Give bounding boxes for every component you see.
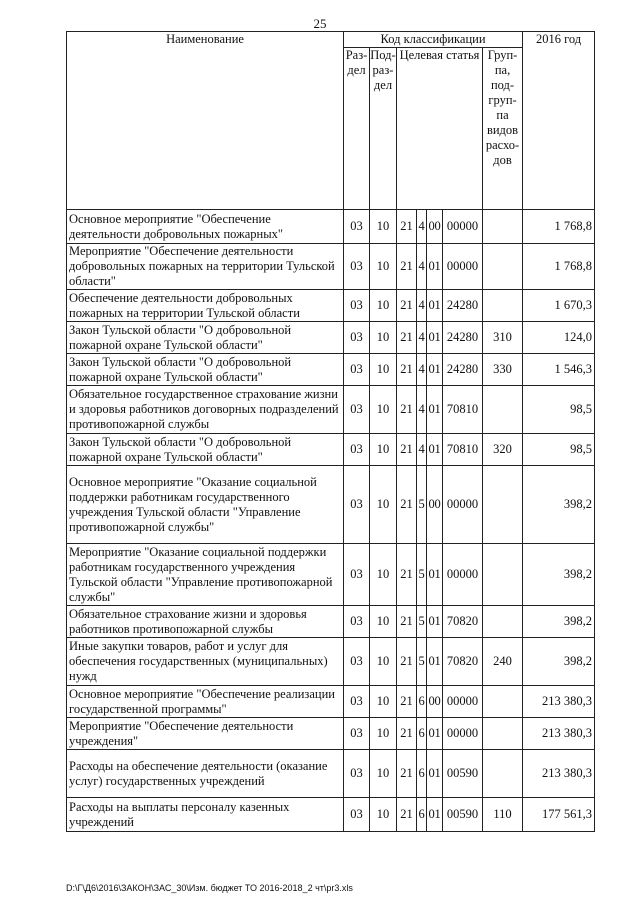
row-section: 03 [344,606,370,638]
row-direction: 70810 [443,386,483,434]
row-name: Иные закупки товаров, работ и услуг для обеспечения государственных (муниципальных) нужд [67,638,344,686]
table-row [67,466,595,544]
row-program: 21 [397,244,417,290]
row-subsection: 10 [370,290,397,322]
row-direction: 00590 [443,798,483,832]
table-row [67,322,595,354]
row-direction: 00000 [443,466,483,544]
row-expense-group [483,244,523,290]
row-subprogram: 6 [417,750,427,798]
header-classification: Код классификации [344,32,523,48]
row-subsection: 10 [370,434,397,466]
row-name: Основное мероприятие "Обеспечение реализации государственной программы" [67,686,344,718]
row-event: 00 [427,466,443,544]
table-row [67,386,595,434]
row-subprogram: 5 [417,606,427,638]
row-event: 01 [427,606,443,638]
row-expense-group [483,686,523,718]
row-subsection: 10 [370,718,397,750]
row-section: 03 [344,798,370,832]
row-event: 00 [427,686,443,718]
row-subsection: 10 [370,322,397,354]
row-section: 03 [344,244,370,290]
row-direction: 70810 [443,434,483,466]
row-program: 21 [397,718,417,750]
row-program: 21 [397,544,417,606]
row-expense-group [483,718,523,750]
row-amount: 1 670,3 [523,290,595,322]
row-event: 01 [427,290,443,322]
row-section: 03 [344,544,370,606]
row-event: 01 [427,750,443,798]
row-section: 03 [344,686,370,718]
row-name: Мероприятие "Обеспечение деятельности добровольных пожарных на территории Тульской области" [67,244,344,290]
row-subprogram: 6 [417,798,427,832]
row-subsection: 10 [370,606,397,638]
row-expense-group: 310 [483,322,523,354]
row-direction: 00590 [443,750,483,798]
row-expense-group [483,750,523,798]
row-subprogram: 5 [417,638,427,686]
row-direction: 00000 [443,244,483,290]
table-row [67,686,595,718]
row-subsection: 10 [370,638,397,686]
row-subsection: 10 [370,386,397,434]
row-name: Обеспечение деятельности добровольных пожарных на территории Тульской области [67,290,344,322]
row-event: 01 [427,798,443,832]
row-subprogram: 4 [417,322,427,354]
row-amount: 213 380,3 [523,686,595,718]
row-direction: 24280 [443,290,483,322]
row-direction: 00000 [443,686,483,718]
row-event: 01 [427,638,443,686]
row-program: 21 [397,386,417,434]
row-section: 03 [344,210,370,244]
row-amount: 1 768,8 [523,244,595,290]
row-program: 21 [397,606,417,638]
table-row [67,750,595,798]
row-program: 21 [397,210,417,244]
row-amount: 98,5 [523,434,595,466]
row-amount: 98,5 [523,386,595,434]
row-amount: 398,2 [523,544,595,606]
row-expense-group [483,544,523,606]
row-amount: 1 546,3 [523,354,595,386]
row-expense-group: 330 [483,354,523,386]
row-subsection: 10 [370,244,397,290]
row-expense-group: 320 [483,434,523,466]
row-expense-group: 110 [483,798,523,832]
row-amount: 177 561,3 [523,798,595,832]
row-subprogram: 4 [417,210,427,244]
row-subsection: 10 [370,544,397,606]
row-name: Обязательное страхование жизни и здоровья работников противопожарной службы [67,606,344,638]
row-amount: 124,0 [523,322,595,354]
row-subprogram: 4 [417,354,427,386]
row-program: 21 [397,466,417,544]
row-name: Основное мероприятие "Оказание социальной поддержки работникам государственного учреждения Тульской области "Управление противопожарной службы" [67,466,344,544]
row-expense-group: 240 [483,638,523,686]
row-event: 01 [427,386,443,434]
row-subprogram: 6 [417,718,427,750]
row-name: Расходы на обеспечение деятельности (оказание услуг) государственных учреждений [67,750,344,798]
row-section: 03 [344,354,370,386]
table-row [67,354,595,386]
row-section: 03 [344,750,370,798]
page-number: 25 [313,16,327,31]
row-section: 03 [344,638,370,686]
row-direction: 00000 [443,544,483,606]
row-subprogram: 4 [417,244,427,290]
row-subsection: 10 [370,686,397,718]
row-direction: 24280 [443,354,483,386]
header-subsection: Под- раз- дел [370,48,397,210]
row-subprogram: 4 [417,386,427,434]
row-name: Обязательное государственное страхование жизни и здоровья работников договорных подразделений противопожарной службы [67,386,344,434]
header-year: 2016 год [523,32,595,210]
row-direction: 00000 [443,718,483,750]
row-subsection: 10 [370,798,397,832]
row-name: Расходы на выплаты персоналу казенных учреждений [67,798,344,832]
header-target-article: Целевая статья [397,48,483,210]
row-event: 01 [427,322,443,354]
row-section: 03 [344,718,370,750]
row-expense-group [483,210,523,244]
table-row [67,798,595,832]
row-direction: 24280 [443,322,483,354]
row-program: 21 [397,434,417,466]
row-section: 03 [344,386,370,434]
row-event: 01 [427,244,443,290]
row-subprogram: 5 [417,544,427,606]
header-section: Раз- дел [344,48,370,210]
row-amount: 398,2 [523,466,595,544]
header-expense-group: Груп- па, под- груп- па видов расхо- дов [483,48,523,210]
table-row [67,210,595,244]
row-name: Мероприятие "Оказание социальной поддержки работникам государственного учреждения Тульской области "Управление противопожарной службы" [67,544,344,606]
table-row [67,244,595,290]
row-event: 01 [427,434,443,466]
row-section: 03 [344,434,370,466]
row-program: 21 [397,638,417,686]
row-subsection: 10 [370,210,397,244]
row-subsection: 10 [370,354,397,386]
row-direction: 70820 [443,638,483,686]
row-direction: 70820 [443,606,483,638]
table-row [67,638,595,686]
table-row [67,606,595,638]
row-program: 21 [397,290,417,322]
row-subsection: 10 [370,466,397,544]
row-name: Закон Тульской области "О добровольной пожарной охране Тульской области" [67,322,344,354]
row-event: 00 [427,210,443,244]
table-row [67,544,595,606]
header-row-top [67,32,595,48]
row-amount: 398,2 [523,606,595,638]
row-name: Основное мероприятие "Обеспечение деятельности добровольных пожарных" [67,210,344,244]
row-expense-group [483,386,523,434]
row-expense-group [483,290,523,322]
row-event: 01 [427,544,443,606]
row-event: 01 [427,718,443,750]
row-program: 21 [397,750,417,798]
row-section: 03 [344,290,370,322]
row-program: 21 [397,322,417,354]
row-amount: 398,2 [523,638,595,686]
row-section: 03 [344,466,370,544]
row-direction: 00000 [443,210,483,244]
row-expense-group [483,606,523,638]
row-section: 03 [344,322,370,354]
budget-table [66,31,595,832]
table-row [67,718,595,750]
row-subsection: 10 [370,750,397,798]
row-name: Мероприятие "Обеспечение деятельности учреждения" [67,718,344,750]
row-name: Закон Тульской области "О добровольной пожарной охране Тульской области" [67,434,344,466]
row-event: 01 [427,354,443,386]
row-amount: 213 380,3 [523,718,595,750]
row-amount: 1 768,8 [523,210,595,244]
header-name: Наименование [67,32,344,210]
file-path-footer: D:\Г\Д6\2016\ЗАКОН\ЗАС_30\Изм. бюджет ТО 2016-2018_2 чт\pr3.xls [66,883,353,893]
row-expense-group [483,466,523,544]
row-subprogram: 4 [417,290,427,322]
row-subprogram: 4 [417,434,427,466]
table-row [67,434,595,466]
row-name: Закон Тульской области "О добровольной пожарной охране Тульской области" [67,354,344,386]
row-program: 21 [397,686,417,718]
row-program: 21 [397,798,417,832]
row-subprogram: 6 [417,686,427,718]
table-row [67,290,595,322]
row-subprogram: 5 [417,466,427,544]
row-amount: 213 380,3 [523,750,595,798]
row-program: 21 [397,354,417,386]
